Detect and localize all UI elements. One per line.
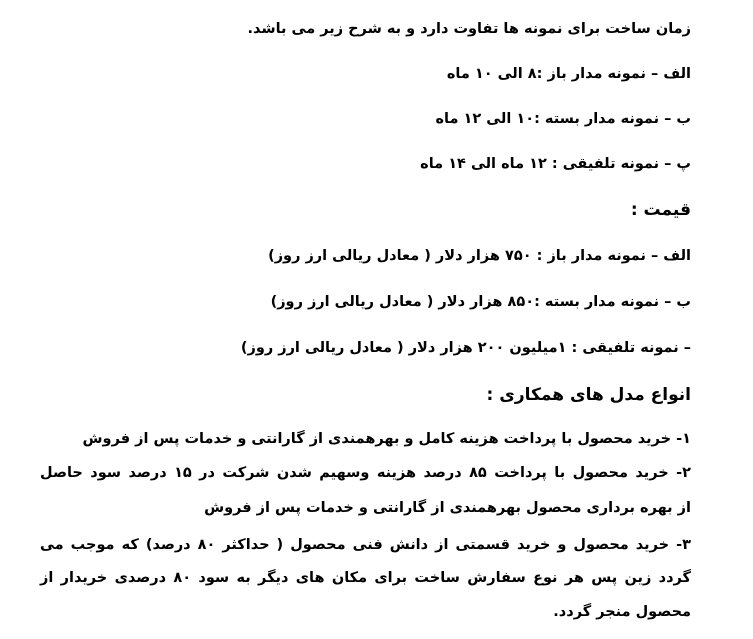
price-heading: قیمت : — [630, 200, 691, 220]
cooperation-model-2-line-2: از بهره برداری محصول بهرهمندی از گارانتی و خدمات پس از فروش — [204, 500, 691, 516]
cooperation-models-heading: انواع مدل های همکاری : — [486, 385, 691, 405]
cooperation-model-3-line-3: محصول منجر گردد. — [553, 604, 691, 620]
cooperation-model-2-line-1: ۲- خرید محصول با پرداخت ۸۵ درصد هزینه وسهیم شدن شرکت در ۱۵ درصد سود حاصل — [40, 465, 691, 481]
build-time-closed-circuit: ب – نمونه مدار بسته :۱۰ الی ۱۲ ماه — [435, 111, 691, 127]
intro-text: زمان ساخت برای نمونه ها تفاوت دارد و به شرح زیر می باشد. — [247, 21, 691, 37]
price-open-circuit: الف – نمونه مدار باز : ۷۵۰ هزار دلار ( معادل ریالی ارز روز) — [268, 248, 691, 264]
price-closed-circuit: ب – نمونه مدار بسته :۸۵۰ هزار دلار ( معادل ریالی ارز روز) — [270, 294, 691, 310]
cooperation-model-1-line-1: ۱- خرید محصول با پرداخت هزینه کامل و بهرهمندی از گارانتی و خدمات پس از فروش — [82, 431, 691, 447]
cooperation-model-3-line-1: ۳- خرید محصول و خرید قسمتی از دانش فنی محصول ( حداکثر ۸۰ درصد) که موجب می — [40, 537, 691, 553]
build-time-hybrid: پ – نمونه تلفیقی : ۱۲ ماه الی ۱۴ ماه — [420, 156, 691, 172]
build-time-open-circuit: الف – نمونه مدار باز :۸ الی ۱۰ ماه — [446, 66, 691, 82]
cooperation-model-3-line-2: گردد زین پس هر نوع سفارش ساخت برای مکان های دیگر به سود ۸۰ درصدی خریدار از — [40, 570, 691, 586]
price-hybrid: – نمونه تلفیقی : ۱میلیون ۲۰۰ هزار دلار ( معادل ریالی ارز روز) — [240, 340, 691, 356]
